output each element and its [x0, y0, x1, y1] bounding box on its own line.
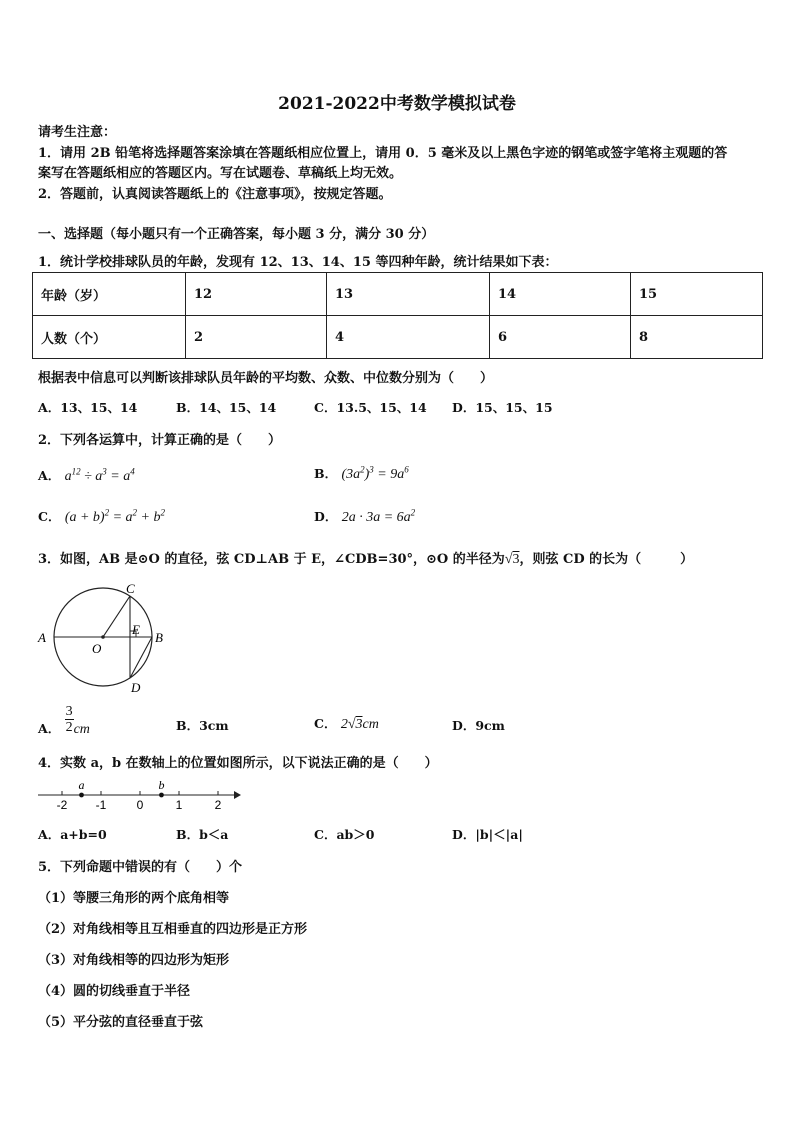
q3-stem-end: ，则弦 CD 的长为（ ）	[519, 552, 694, 567]
point-b-label: b	[158, 778, 165, 792]
q1-option-b[interactable]: B．14、15、14	[176, 400, 277, 415]
sqrt3-value: √3	[504, 552, 520, 567]
point-b-dot	[159, 793, 164, 798]
point-a-label: a	[78, 778, 85, 792]
table-row	[33, 316, 763, 359]
table-cell: 15	[631, 273, 763, 316]
option-label: C．	[314, 716, 337, 731]
formula-b: $(3a^2)^3 = 9a^6$	[341, 464, 409, 482]
q2-stem: 2．下列各运算中，计算正确的是（ ）	[38, 433, 282, 448]
unit-cm: cm	[73, 722, 90, 737]
table-cell: 12	[186, 273, 327, 316]
q3-stem	[38, 548, 693, 568]
point-a-dot	[79, 793, 84, 798]
q3-option-d[interactable]: D．9cm	[452, 718, 505, 733]
option-label: B．	[314, 466, 338, 481]
q1-stem: 1．统计学校排球队员的年龄，发现有 12、13、14、15 等四种年龄，统计结果如下表：	[38, 255, 558, 270]
q2-option-b[interactable]	[314, 464, 409, 483]
notice-line-1b: 案写在答题纸相应的答题区内。写在试题卷、草稿纸上均无效。	[38, 166, 403, 181]
label-c: C	[126, 581, 135, 596]
arrow-head	[234, 791, 241, 799]
q4-stem: 4．实数 a，b 在数轴上的位置如图所示，以下说法正确的是（ ）	[38, 756, 438, 771]
q4-option-c[interactable]: C．ab＞0	[314, 827, 375, 842]
formula-a: $a^{12} \div a^3 = a^4$	[64, 466, 135, 484]
tick-label: 2	[214, 798, 222, 812]
q5-stem: 5．下列命题中错误的有（ ）个	[38, 860, 243, 875]
label-a: A	[38, 630, 46, 645]
q5-item-2: （2）对角线相等且互相垂直的四边形是正方形	[38, 922, 308, 937]
table-cell: 13	[327, 273, 490, 316]
formula-c: $(a + b)^2 = a^2 + b^2$	[64, 507, 165, 525]
formula-d: $2a \cdot 3a = 6a^2$	[341, 507, 416, 525]
table-cell: 4	[327, 316, 490, 359]
q3-option-b[interactable]: B．3cm	[176, 718, 229, 733]
table-cell: 6	[490, 316, 631, 359]
q5-item-5: （5）平分弦的直径垂直于弦	[38, 1015, 204, 1030]
tick-label: 1	[175, 798, 183, 812]
q3-option-a[interactable]	[38, 704, 90, 735]
tick-label: -2	[56, 798, 68, 812]
q4-option-b[interactable]: B．b＜a	[176, 827, 229, 842]
table-row	[33, 273, 763, 316]
q4-option-a[interactable]: A．a+b=0	[38, 827, 107, 842]
table-cell: 8	[631, 316, 763, 359]
tick-label: -1	[95, 798, 107, 812]
option-label: A．	[38, 721, 61, 736]
table-cell: 14	[490, 273, 631, 316]
q2-option-c[interactable]	[38, 507, 165, 526]
q4-option-d[interactable]: D．|b|＜|a|	[452, 827, 523, 842]
label-b: B	[155, 630, 163, 645]
segment-oc	[103, 596, 130, 637]
segment-db	[130, 637, 152, 678]
table-cell: 年龄（岁）	[33, 273, 186, 316]
fraction-3-2: $\frac{3}{2}$	[65, 704, 73, 735]
q5-item-1: （1）等腰三角形的两个底角相等	[38, 891, 230, 906]
q1-option-d[interactable]: D．15、15、15	[452, 400, 553, 415]
q1-question: 根据表中信息可以判断该排球队员年龄的平均数、众数、中位数分别为（ ）	[38, 371, 494, 386]
q5-item-4: （4）圆的切线垂直于半径	[38, 984, 191, 999]
option-label: D．	[314, 509, 338, 524]
exam-title: 2021-2022中考数学模拟试卷	[278, 94, 516, 114]
label-d: D	[131, 680, 141, 695]
q2-option-a[interactable]	[38, 466, 135, 485]
q3-option-c[interactable]	[314, 714, 379, 733]
table-cell: 2	[186, 316, 327, 359]
q2-option-d[interactable]	[314, 507, 415, 526]
number-line	[34, 776, 244, 812]
q1-option-a[interactable]: A．13、15、14	[38, 400, 138, 415]
q1-option-c[interactable]: C．13.5、15、14	[314, 400, 427, 415]
center-dot	[101, 635, 105, 639]
formula-2sqrt3cm: 2√3cm	[340, 717, 379, 732]
table-cell: 人数（个）	[33, 316, 186, 359]
section-heading: 一、选择题（每小题只有一个正确答案，每小题 3 分，满分 30 分）	[38, 227, 435, 242]
label-o: O	[92, 641, 102, 656]
option-label: A．	[38, 468, 61, 483]
label-e: E	[132, 622, 140, 637]
notice-line-2: 2．答题前，认真阅读答题纸上的《注意事项》，按规定答题。	[38, 187, 392, 202]
age-table	[32, 272, 763, 359]
tick-label: 0	[136, 798, 144, 812]
q5-item-3: （3）对角线相等的四边形为矩形	[38, 953, 230, 968]
circle-diagram	[34, 580, 174, 696]
notice-heading: 请考生注意：	[38, 125, 117, 140]
option-label: C．	[38, 509, 61, 524]
notice-line-1a: 1．请用 2B 铅笔将选择题答案涂填在答题纸相应位置上，请用 0．5 毫米及以上黑色字迹的钢笔或签字笔将主观题的答	[38, 146, 728, 161]
q3-stem-text: 3．如图，AB 是⊙O 的直径，弦 CD⊥AB 于 E，∠CDB=30°，⊙O 的半径为	[38, 552, 505, 567]
